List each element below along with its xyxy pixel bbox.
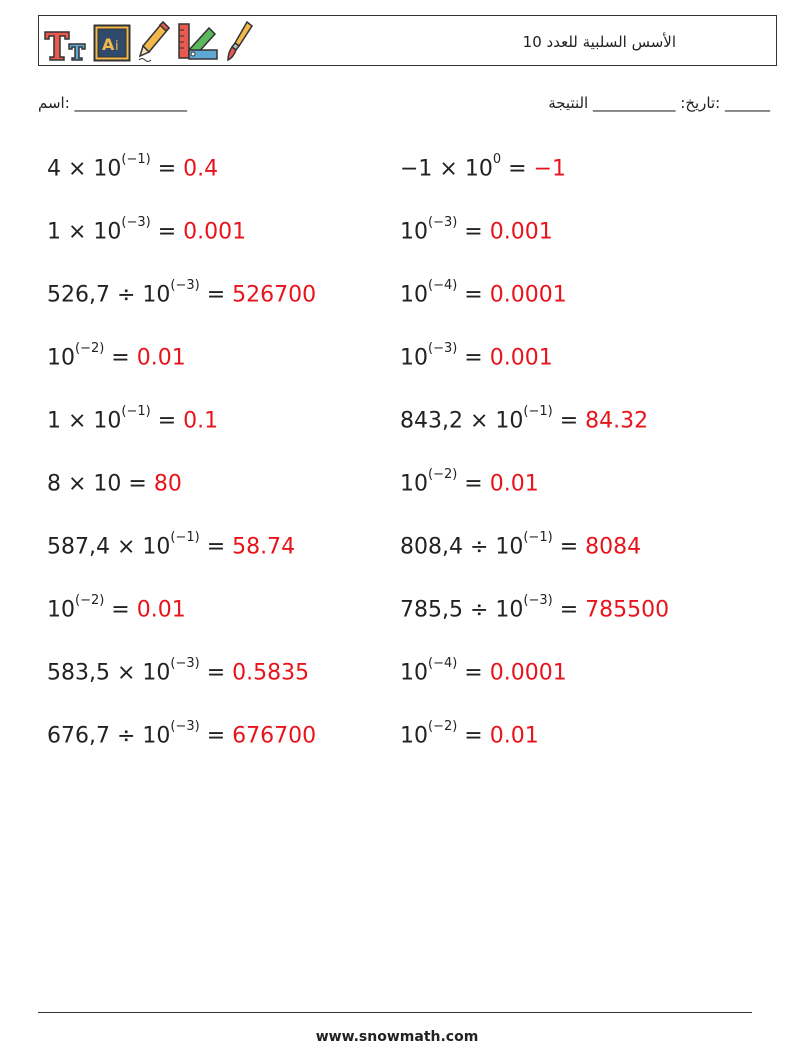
problem-right-4 bbox=[400, 339, 553, 372]
answer: 0.01 bbox=[136, 345, 186, 371]
equals-sign: = bbox=[104, 345, 137, 371]
exponent: 0 bbox=[492, 152, 502, 167]
equals-sign: = bbox=[150, 156, 184, 182]
problem-expression: −1 × 10 bbox=[400, 156, 493, 182]
answer: 0.5835 bbox=[232, 660, 310, 686]
problem-left-10 bbox=[47, 717, 316, 750]
exponent: (−3) bbox=[523, 593, 553, 608]
equals-sign: = bbox=[457, 219, 490, 245]
problem-right-9 bbox=[400, 654, 567, 687]
problem-expression: 10 bbox=[400, 471, 428, 497]
footer-url[interactable]: www.snowmath.com bbox=[315, 1029, 479, 1045]
answer: 526700 bbox=[232, 282, 317, 308]
worksheet-title: الأسس السلبية للعدد 10 bbox=[522, 33, 676, 51]
answer: 785500 bbox=[585, 597, 670, 623]
equals-sign: = bbox=[552, 408, 586, 434]
ruler-color-swatch-icon bbox=[177, 20, 219, 62]
problem-expression: 10 bbox=[47, 345, 75, 371]
problem-right-5 bbox=[400, 402, 648, 435]
equals-sign: = bbox=[150, 219, 184, 245]
answer: 58.74 bbox=[232, 534, 296, 560]
problem-expression: 587,4 × 10 bbox=[47, 534, 171, 560]
problem-left-9 bbox=[47, 654, 309, 687]
exponent: (−3) bbox=[121, 215, 151, 230]
problem-expression: 10 bbox=[400, 345, 428, 371]
exponent: (−1) bbox=[523, 404, 553, 419]
exponent: (−2) bbox=[75, 593, 105, 608]
answer: 0.001 bbox=[183, 219, 247, 245]
equals-sign: = bbox=[104, 597, 137, 623]
problem-expression: 10 bbox=[400, 219, 428, 245]
equals-sign: = bbox=[150, 408, 184, 434]
problem-expression: 4 × 10 bbox=[47, 156, 122, 182]
pencil-icon bbox=[137, 20, 171, 62]
problem-expression: 10 bbox=[400, 660, 428, 686]
problem-expression: 526,7 ÷ 10 bbox=[47, 282, 171, 308]
exponent: (−3) bbox=[428, 215, 458, 230]
problem-right-10 bbox=[400, 717, 539, 750]
answer: 0.0001 bbox=[489, 660, 567, 686]
answer: 0.0001 bbox=[489, 282, 567, 308]
equals-sign: = bbox=[457, 282, 490, 308]
answer: −1 bbox=[533, 156, 566, 182]
answer: 0.01 bbox=[489, 471, 539, 497]
equals-sign: = bbox=[121, 471, 154, 497]
answer: 0.001 bbox=[489, 345, 553, 371]
problem-expression: 583,5 × 10 bbox=[47, 660, 171, 686]
problem-expression: 8 × 10 bbox=[47, 471, 122, 497]
problem-expression: 10 bbox=[400, 723, 428, 749]
problem-right-1 bbox=[400, 150, 566, 183]
problem-left-4 bbox=[47, 339, 186, 372]
answer: 80 bbox=[153, 471, 182, 497]
problem-left-3 bbox=[47, 276, 316, 309]
equals-sign: = bbox=[457, 660, 490, 686]
equals-sign: = bbox=[457, 723, 490, 749]
ai-text-icon bbox=[93, 24, 131, 62]
equals-sign: = bbox=[199, 534, 233, 560]
problem-expression: 785,5 ÷ 10 bbox=[400, 597, 524, 623]
answer: 676700 bbox=[232, 723, 317, 749]
problem-left-8 bbox=[47, 591, 186, 624]
problem-left-5 bbox=[47, 402, 218, 435]
exponent: (−2) bbox=[428, 467, 458, 482]
answer: 0.01 bbox=[489, 723, 539, 749]
name-field-label: اسم: _______________ bbox=[38, 94, 188, 112]
answer: 84.32 bbox=[585, 408, 649, 434]
problem-left-7 bbox=[47, 528, 295, 561]
answer: 0.1 bbox=[183, 408, 219, 434]
problem-expression: 676,7 ÷ 10 bbox=[47, 723, 171, 749]
equals-sign: = bbox=[552, 534, 586, 560]
equals-sign: = bbox=[457, 471, 490, 497]
answer: 0.4 bbox=[183, 156, 219, 182]
problem-expression: 10 bbox=[47, 597, 75, 623]
equals-sign: = bbox=[199, 723, 233, 749]
worksheet-header bbox=[38, 15, 777, 66]
problem-right-2 bbox=[400, 213, 553, 246]
answer: 0.001 bbox=[489, 219, 553, 245]
date-score-field-label: ______ :تاريخ: ___________ النتيجة bbox=[548, 94, 770, 112]
problem-expression: 10 bbox=[400, 282, 428, 308]
svg-text:A: A bbox=[102, 35, 115, 54]
problem-left-6 bbox=[47, 465, 182, 498]
equals-sign: = bbox=[199, 660, 233, 686]
header-icons bbox=[43, 22, 255, 62]
svg-text:i: i bbox=[115, 39, 119, 54]
answer: 8084 bbox=[585, 534, 642, 560]
problem-left-1 bbox=[47, 150, 218, 183]
problem-expression: 1 × 10 bbox=[47, 219, 122, 245]
equals-sign: = bbox=[501, 156, 534, 182]
equals-sign: = bbox=[199, 282, 233, 308]
exponent: (−4) bbox=[428, 278, 458, 293]
problem-right-8 bbox=[400, 591, 669, 624]
equals-sign: = bbox=[457, 345, 490, 371]
problem-expression: 843,2 × 10 bbox=[400, 408, 524, 434]
equals-sign: = bbox=[552, 597, 586, 623]
exponent: (−1) bbox=[121, 404, 151, 419]
text-size-icon bbox=[43, 28, 87, 62]
exponent: (−2) bbox=[428, 719, 458, 734]
problem-expression: 808,4 ÷ 10 bbox=[400, 534, 524, 560]
problem-right-6 bbox=[400, 465, 539, 498]
exponent: (−3) bbox=[170, 656, 200, 671]
problem-expression: 1 × 10 bbox=[47, 408, 122, 434]
exponent: (−3) bbox=[170, 719, 200, 734]
exponent: (−1) bbox=[121, 152, 151, 167]
paintbrush-icon bbox=[225, 20, 255, 62]
exponent: (−1) bbox=[523, 530, 553, 545]
exponent: (−2) bbox=[75, 341, 105, 356]
footer-divider bbox=[38, 1012, 752, 1013]
problem-right-7 bbox=[400, 528, 641, 561]
problem-right-3 bbox=[400, 276, 567, 309]
exponent: (−3) bbox=[170, 278, 200, 293]
exponent: (−3) bbox=[428, 341, 458, 356]
exponent: (−4) bbox=[428, 656, 458, 671]
answer: 0.01 bbox=[136, 597, 186, 623]
exponent: (−1) bbox=[170, 530, 200, 545]
problem-left-2 bbox=[47, 213, 246, 246]
